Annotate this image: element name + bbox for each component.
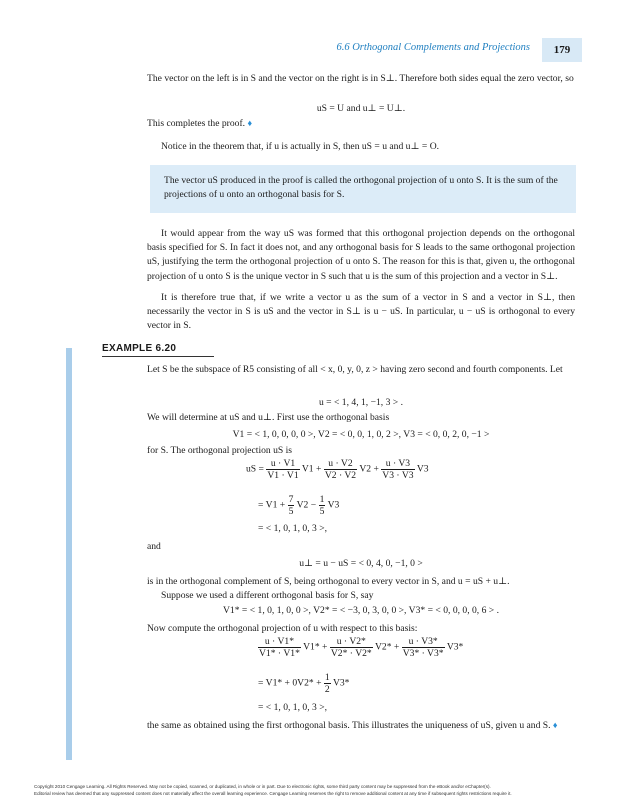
- star-line-2-part-b: V3*: [332, 677, 350, 689]
- fraction-one-fifth: [319, 494, 326, 517]
- fraction-2-numerator: u · V2: [324, 458, 357, 470]
- second-projection-line-2: [258, 672, 349, 695]
- proof-paragraph: The vector on the left is in S and the vector on the right is in S⊥. Therefore both sides equal the zero vector, so: [147, 73, 574, 84]
- fraction-3-numerator: u · V3: [381, 458, 414, 470]
- star-fraction-1-numerator: u · V1*: [258, 636, 301, 648]
- body-paragraph-1: It would appear from the way uS was formed that this orthogonal projection depends on the orthogonal basis specified for S. In fact it does not, and any orthogonal basis for S leads to the same orthogonal projection uS, justifying the term the orthogonal projection of u onto S. The reason for this is that, given u, the orthogonal projection of u onto S is the unique vector in S such that u is the sum of this projection and a vector in S⊥.: [147, 228, 575, 282]
- projection-result: = < 1, 0, 1, 0, 3 >,: [258, 523, 327, 534]
- star-term-1: V1* +: [303, 641, 328, 653]
- example-conclusion-text: the same as obtained using the first orthogonal basis. This illustrates the uniqueness of uS, given u and S.: [147, 720, 551, 731]
- copyright-footer-line-2: Editorial review has deemed that any suppressed content does not materially affect the overall learning experience. Cengage Learning reserves the right to remove additional content at any time if subsequent rights restrictions require it.: [34, 791, 512, 796]
- fraction-one-fifth-denominator: 5: [319, 506, 325, 517]
- star-fraction-1-denominator: V1* · V1*: [259, 648, 300, 659]
- fraction-3-denominator: V3 · V3: [382, 470, 414, 481]
- projection-lhs: uS =: [246, 463, 264, 475]
- fraction-1-denominator: V1 · V1: [267, 470, 299, 481]
- fraction-seven-fifths-denominator: 5: [288, 506, 294, 517]
- fraction-1-numerator: u · V1: [266, 458, 299, 470]
- star-fraction-3-denominator: V3* · V3*: [402, 648, 444, 659]
- fraction-2-denominator: V2 · V2: [324, 470, 357, 481]
- star-fraction-2-denominator: V2* · V2*: [330, 648, 372, 659]
- equation-u-perp: u⊥ = u − uS = < 0, 4, 0, −1, 0 >: [299, 558, 423, 569]
- fraction-3: [381, 458, 414, 481]
- proof-conclusion: [147, 116, 575, 131]
- term-2: V2 +: [359, 463, 379, 475]
- term-3: V3: [416, 463, 429, 475]
- second-projection-line-1: [258, 636, 463, 659]
- fraction-one-half-numerator: 1: [324, 672, 330, 683]
- projection-equation-line-1: [246, 458, 429, 481]
- star-fraction-2-numerator: u · V2*: [330, 636, 373, 648]
- star-term-2: V2* +: [374, 641, 400, 653]
- example-underline: [102, 356, 214, 357]
- star-fraction-3: [402, 636, 445, 659]
- example-text-7: Now compute the orthogonal projection of u with respect to this basis:: [147, 623, 418, 634]
- example-text-2: We will determine at uS and u⊥. First use the orthogonal basis: [147, 412, 390, 423]
- example-label: EXAMPLE 6.20: [102, 343, 177, 354]
- star-term-3: V3*: [446, 641, 464, 653]
- fraction-one-half-denominator: 2: [324, 684, 330, 695]
- example-qed-diamond-icon: ♦: [552, 720, 558, 730]
- example-text-6: Suppose we used a different orthogonal basis for S, say: [161, 590, 374, 601]
- star-line-2-part-a: = V1* + 0V2* +: [258, 677, 322, 689]
- second-projection-result: = < 1, 0, 1, 0, 3 >,: [258, 702, 327, 713]
- fraction-seven-fifths: [288, 494, 295, 517]
- theorem-notice: Notice in the theorem that, if u is actually in S, then uS = u and u⊥ = O.: [161, 141, 440, 152]
- equation-u: u = < 1, 4, 1, −1, 3 > .: [318, 397, 403, 408]
- equation-basis-1: V1 = < 1, 0, 0, 0, 0 >, V2 = < 0, 0, 1, 0, 2 >, V3 = < 0, 0, 2, 0, −1 >: [232, 429, 490, 440]
- body-paragraph-2: It is therefore true that, if we write a vector u as the sum of a vector in S and a vector in S⊥, then necessarily the vector in S is uS and the vector in S⊥ is u − uS. In particular, u − uS is orthogonal to every vector in S.: [147, 292, 575, 332]
- example-conclusion: [147, 718, 575, 733]
- star-fraction-3-numerator: u · V3*: [402, 636, 445, 648]
- line-2-part-c: V3: [327, 499, 340, 511]
- fraction-2: [324, 458, 357, 481]
- fraction-one-half: [324, 672, 331, 695]
- star-fraction-2: [330, 636, 373, 659]
- fraction-1: [266, 458, 299, 481]
- copyright-footer-line-1: Copyright 2010 Cengage Learning. All Rights Reserved. May not be copied, scanned, or duplicated, in whole or in part. Due to electronic rights, some third party content may be suppressed from the eBook and/or eChapter(s).: [34, 784, 491, 789]
- term-1: V1 +: [301, 463, 322, 475]
- line-2-part-b: V2 −: [296, 499, 317, 511]
- line-2-part-a: = V1 +: [258, 499, 286, 511]
- running-header: 6.6 Orthogonal Complements and Projections: [336, 42, 530, 53]
- projection-equation-line-2: [258, 494, 339, 517]
- proof-conclusion-text: This completes the proof.: [147, 118, 246, 129]
- example-text-5: is in the orthogonal complement of S, being orthogonal to every vector in S, and u = uS + u⊥.: [147, 576, 510, 587]
- fraction-seven-fifths-numerator: 7: [288, 494, 294, 505]
- fraction-one-fifth-numerator: 1: [319, 494, 325, 505]
- qed-diamond-icon: ♦: [247, 118, 253, 128]
- proof-equation: uS = U and u⊥ = U⊥.: [316, 103, 406, 114]
- star-fraction-1: [258, 636, 301, 659]
- page-number: 179: [542, 38, 582, 62]
- example-margin-bar: [66, 348, 72, 760]
- example-text-and: and: [147, 541, 161, 552]
- equation-basis-2: V1* = < 1, 0, 1, 0, 0 >, V2* = < −3, 0, 3, 0, 0 >, V3* = < 0, 0, 0, 0, 6 > .: [222, 605, 499, 616]
- definition-callout-text: The vector uS produced in the proof is called the orthogonal projection of u onto S. It is the sum of the projections of u onto an orthogonal basis for S.: [164, 175, 558, 201]
- example-intro: Let S be the subspace of R5 consisting of all < x, 0, y, 0, z > having zero second and fourth components. Let: [147, 364, 563, 375]
- example-text-3: for S. The orthogonal projection uS is: [147, 445, 293, 456]
